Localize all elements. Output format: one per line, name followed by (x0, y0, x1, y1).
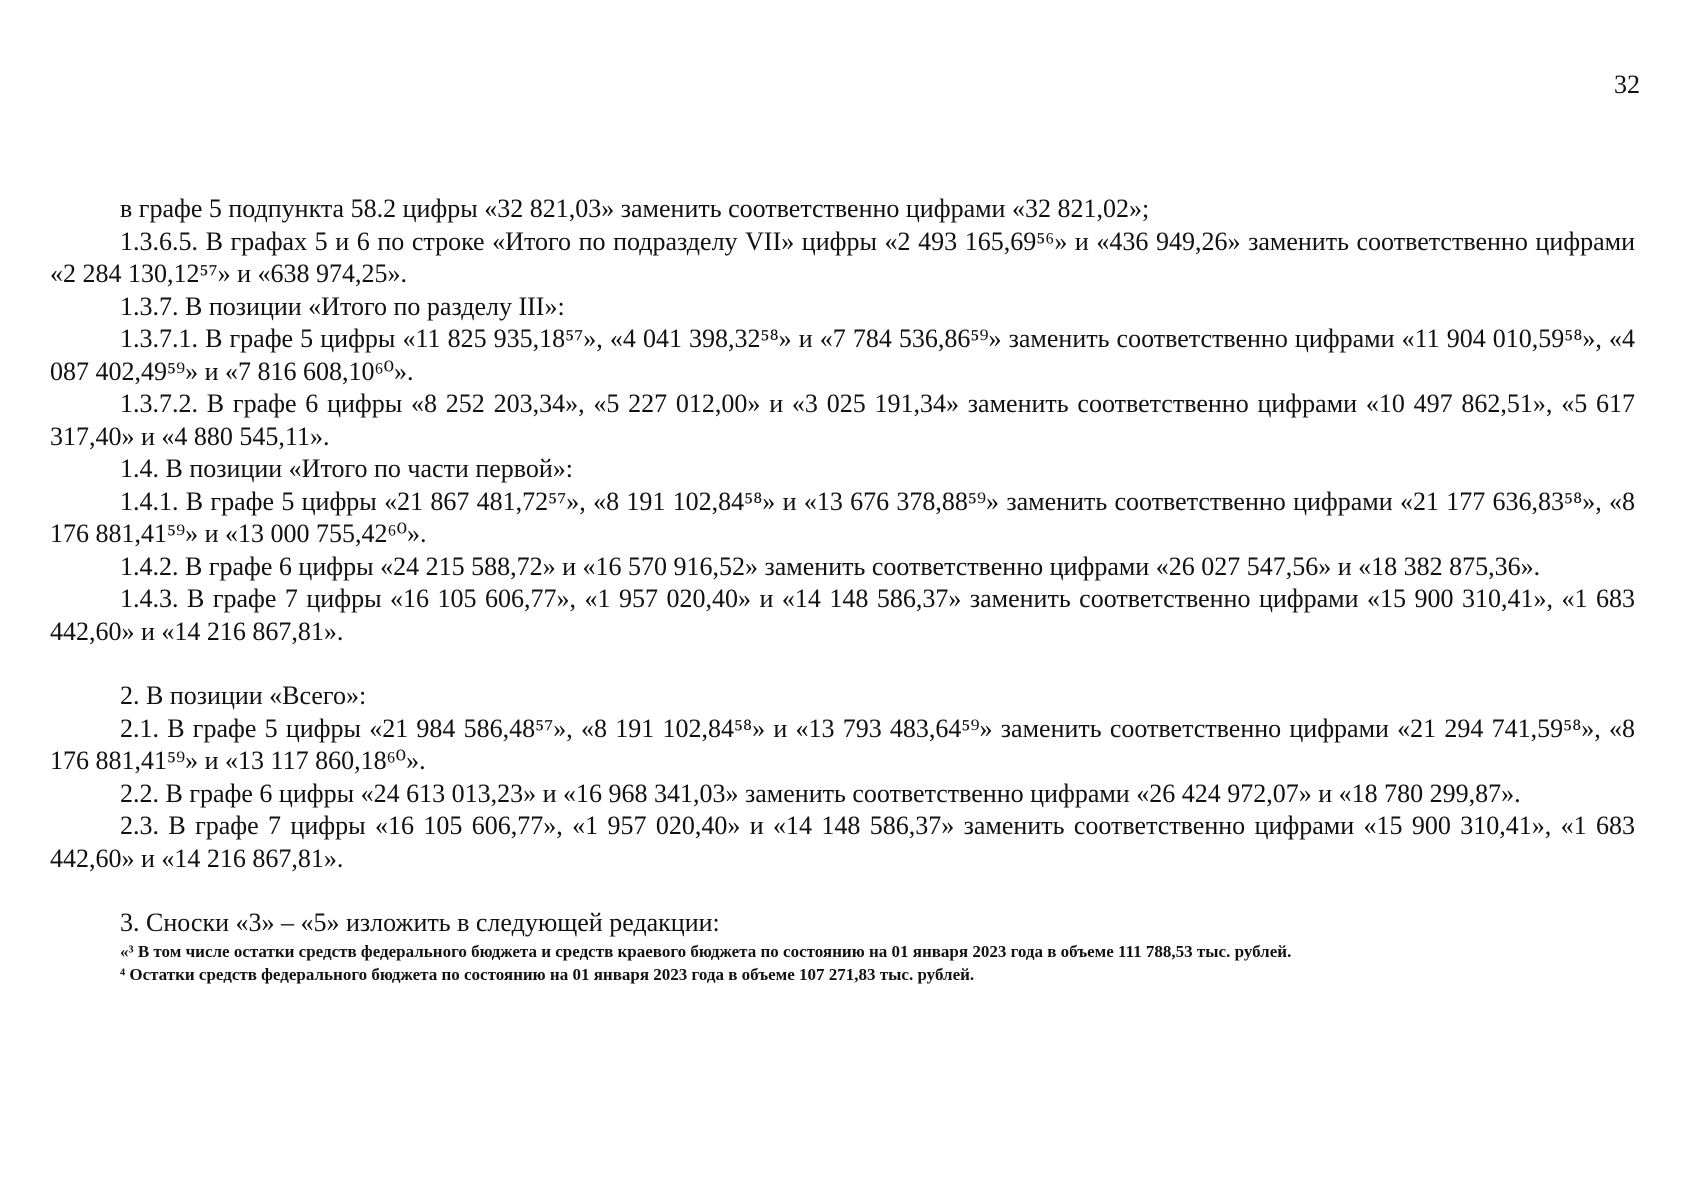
spacer (50, 648, 1635, 680)
paragraph-p8: 1.4.2. В графе 6 цифры «24 215 588,72» и «16 570 916,52» заменить соответственно цифрами «26 027 547,56» и «18 382 875,36». (120, 551, 1541, 581)
paragraph-p12: 2.2. В графе 6 цифры «24 613 013,23» и «16 968 341,03» заменить соответственно цифрами «26 424 972,07» и «18 780 299,87». (120, 778, 1521, 808)
footnote-4: ⁴ Остатки средств федерального бюджета по состоянию на 01 января 2023 года в объеме 107 271,83 тыс. рублей. (120, 964, 975, 984)
paragraph-p13: 2.3. В графе 7 цифры «16 105 606,77», «1 957 020,40» и «14 148 586,37» заменить соответственно цифрами «15 900 310,41», «1 683 442,60» и «14 216 867,81». (50, 811, 1635, 873)
page-number: 32 (1614, 70, 1640, 99)
paragraph-p6: 1.4. В позиции «Итого по части первой»: (120, 454, 574, 483)
paragraph-p5: 1.3.7.2. В графе 6 цифры «8 252 203,34», «5 227 012,00» и «3 025 191,34» заменить соответственно цифрами «10 497 862,51», «5 617 317,40» и «4 880 545,11». (50, 389, 1635, 451)
paragraph-p2: 1.3.6.5. В графах 5 и 6 по строке «Итого по подразделу VII» цифры «2 493 165,69⁵⁶» и «436 949,26» заменить соответственно цифрами «2 284 130,12⁵⁷» и «638 974,25». (50, 226, 1635, 288)
paragraph-p14: 3. Сноски «3» – «5» изложить в следующей редакции: (120, 908, 720, 937)
footnote-3: «³ В том числе остатки средств федерального бюджета и средств краевого бюджета по состоянию на 01 января 2023 года в объеме 111 788,53 тыс. рублей. (120, 941, 1292, 961)
document-body (50, 193, 1635, 986)
paragraph-p11: 2.1. В графе 5 цифры «21 984 586,48⁵⁷», «8 191 102,84⁵⁸» и «13 793 483,64⁵⁹» заменить соответственно цифрами «21 294 741,59⁵⁸», «8 176 881,41⁵⁹» и «13 117 860,18⁶⁰». (50, 713, 1635, 775)
paragraph-p3: 1.3.7. В позиции «Итого по разделу III»: (120, 291, 565, 321)
paragraph-p1: в графе 5 подпункта 58.2 цифры «32 821,03» заменить соответственно цифрами «32 821,02»; (120, 194, 1150, 223)
footnotes (120, 940, 1635, 986)
paragraph-p7: 1.4.1. В графе 5 цифры «21 867 481,72⁵⁷», «8 191 102,84⁵⁸» и «13 676 378,88⁵⁹» заменить соответственно цифрами «21 177 636,83⁵⁸», «8 176 881,41⁵⁹» и «13 000 755,42⁶⁰». (50, 486, 1635, 548)
paragraph-p9: 1.4.3. В графе 7 цифры «16 105 606,77», «1 957 020,40» и «14 148 586,37» заменить соответственно цифрами «15 900 310,41», «1 683 442,60» и «14 216 867,81». (50, 584, 1635, 646)
spacer (50, 875, 1635, 907)
paragraph-p10: 2. В позиции «Всего»: (120, 681, 367, 710)
paragraph-p4: 1.3.7.1. В графе 5 цифры «11 825 935,18⁵⁷», «4 041 398,32⁵⁸» и «7 784 536,86⁵⁹» заменить соответственно цифрами «11 904 010,59⁵⁸», «4 087 402,49⁵⁹» и «7 816 608,10⁶⁰». (50, 324, 1635, 386)
